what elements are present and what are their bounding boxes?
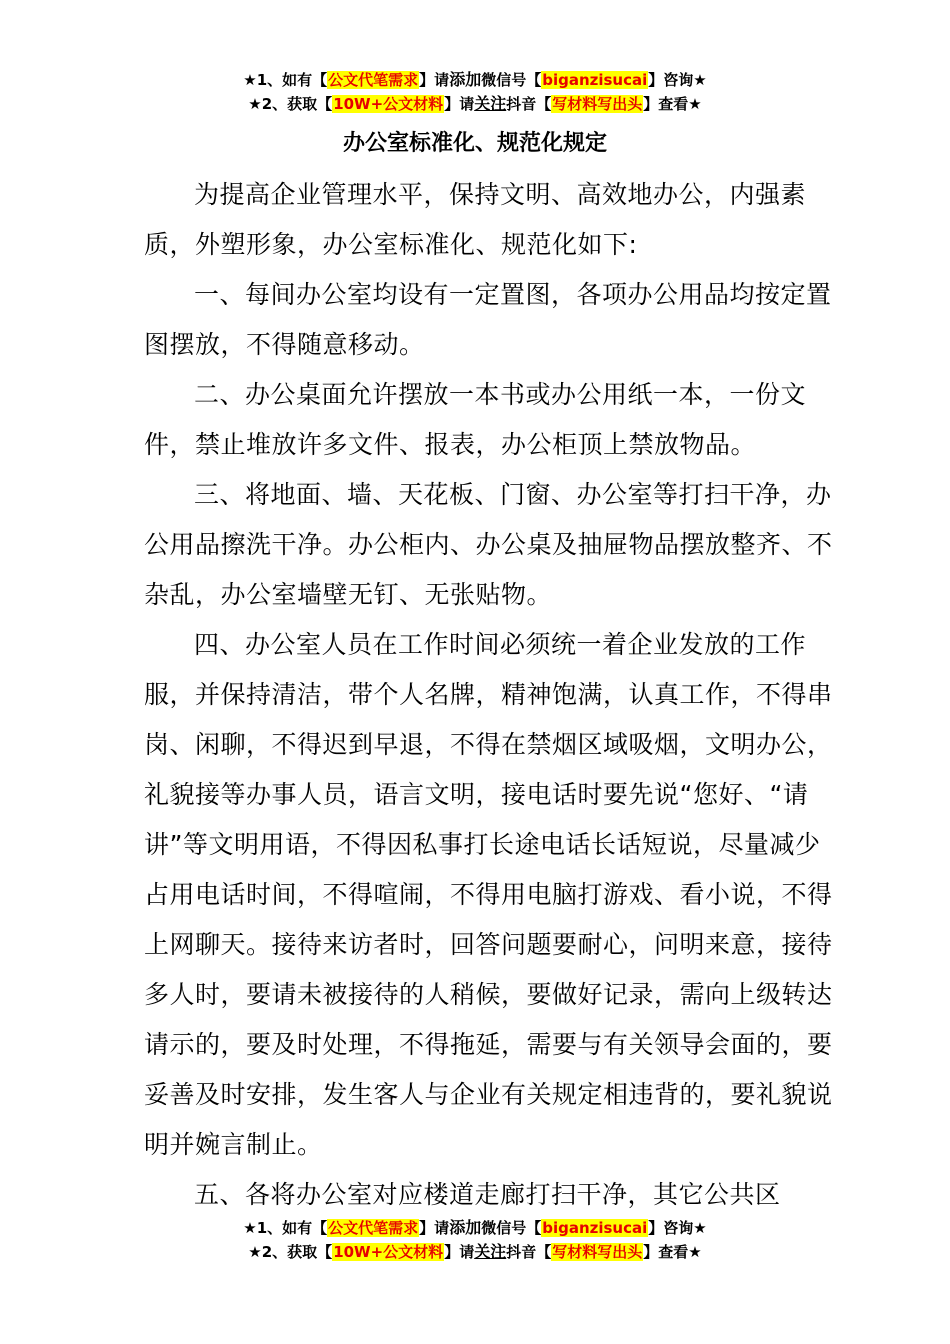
paragraph: 一、每间办公室均设有一定置图，各项办公用品均按定置图摆放，不得随意移动。 [144, 280, 832, 359]
header-banner [0, 68, 950, 116]
banner-line-1 [0, 68, 950, 92]
paragraph: 为提高企业管理水平，保持文明、高效地办公，内强素质，外塑形象，办公室标准化、规范化如下: [144, 180, 807, 259]
banner-text: ★1、如有【 [243, 71, 328, 89]
highlight-service: 公文代笔需求 [328, 1219, 419, 1237]
banner-line-2 [0, 1240, 950, 1264]
banner-text: ★2、获取【 [248, 95, 333, 113]
banner-text: 】请 [419, 71, 450, 89]
highlight-wechat-id: biganzisucai [542, 1219, 648, 1237]
paragraph: 三、将地面、墙、天花板、门窗、办公室等打扫干净，办公用品擦洗干净。办公柜内、办公桌及抽屉物品摆放整齐、不杂乱，办公室墙壁无钉、无张贴物。 [144, 480, 833, 609]
footer-banner [0, 1216, 950, 1264]
highlight-douyin-account: 写材料写出头 [552, 95, 643, 113]
banner-text: 】查看★ [643, 1243, 702, 1261]
paragraph: 五、各将办公室对应楼道走廊打扫干净，其它公共区 [194, 1180, 781, 1209]
banner-text: ★2、获取【 [248, 1243, 333, 1261]
banner-emphasis: 添加 [449, 70, 482, 89]
paragraph: 四、办公室人员在工作时间必须统一着企业发放的工作服，并保持清洁，带个人名牌，精神饱满，认真工作，不得串岗、闲聊，不得迟到早退，不得在禁烟区域吸烟，文明办公，礼貌接等办事人员，语言文明，接电话时要先说“您好、“请讲”等文明用语，不得因私事打长途电话长话短说，尽量减少占用电话时间，不得喧闹，不得用电脑打游戏、看小说，不得上网聊天。接待来访者时，回答问题要耐心，问明来意，接待多人时，要请未被接待的人稍候，要做好记录，需向上级转达请示的，要及时处理，不得拖延，需要与有关领导会面的，要妥善及时安排，发生客人与企业有关规定相违背的，要礼貌说明并婉言制止。 [144, 630, 833, 1159]
highlight-wechat-id: biganzisucai [542, 71, 648, 89]
highlight-douyin-account: 写材料写出头 [552, 1243, 643, 1261]
document-title: 办公室标准化、规范化规定 [342, 131, 607, 156]
highlight-materials: 10W+公文材料 [333, 95, 444, 113]
banner-text: 抖音【 [506, 95, 552, 113]
banner-emphasis: 关注 [474, 94, 507, 113]
banner-line-2 [0, 92, 950, 116]
banner-text: 】请 [419, 1219, 450, 1237]
banner-emphasis: 添加 [449, 1218, 482, 1237]
highlight-materials: 10W+公文材料 [333, 1243, 444, 1261]
paragraph: 二、办公桌面允许摆放一本书或办公用纸一本，一份文件，禁止堆放许多文件、报表，办公柜顶上禁放物品。 [144, 380, 807, 459]
banner-text: 】请 [444, 95, 475, 113]
banner-text: ★1、如有【 [243, 1219, 328, 1237]
banner-emphasis: 关注 [474, 1242, 507, 1261]
banner-text: 】查看★ [643, 95, 702, 113]
banner-text: 】咨询★ [648, 1219, 707, 1237]
banner-text: 微信号【 [481, 1219, 542, 1237]
banner-text: 】请 [444, 1243, 475, 1261]
highlight-service: 公文代笔需求 [328, 71, 419, 89]
document-body [144, 170, 844, 1220]
banner-text: 微信号【 [481, 71, 542, 89]
banner-line-1 [0, 1216, 950, 1240]
banner-text: 抖音【 [506, 1243, 552, 1261]
banner-text: 】咨询★ [648, 71, 707, 89]
